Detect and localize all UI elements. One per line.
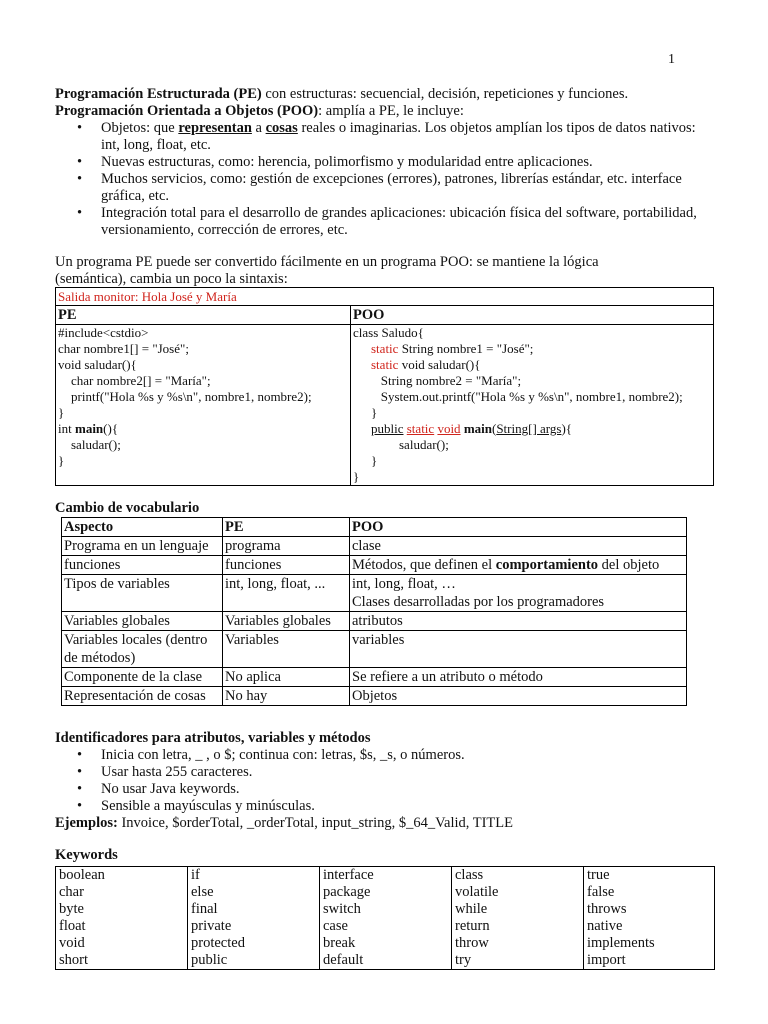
- keyword: throw: [455, 935, 489, 951]
- keyword: float: [59, 918, 86, 934]
- code-line: char nombre2[] = "María";: [58, 373, 211, 388]
- output-label: Salida monitor: Hola José y María: [56, 288, 714, 306]
- code-line: }: [353, 469, 360, 484]
- vocab-title: [55, 500, 199, 517]
- bold-text: comportamiento: [495, 557, 599, 573]
- identifiers-block: [55, 730, 715, 832]
- keyword-token: static: [371, 357, 399, 372]
- keyword-token: static: [406, 421, 435, 436]
- code-line: }: [371, 405, 378, 420]
- intro-pe-line: [55, 86, 715, 103]
- underlined-word: cosas: [265, 120, 298, 136]
- examples-label: Ejemplos:: [55, 815, 118, 831]
- convert-paragraph: Un programa PE puede ser convertido fácilmente en un programa POO: se mantiene la lógica (semántica), cambia un poco la sintaxis:: [55, 254, 599, 287]
- code-line: System.out.printf("Hola %s y %s\n", nombre1, nombre2);: [371, 389, 683, 404]
- poo-description: : amplía a PE, le incluye:: [318, 103, 464, 119]
- keyword: char: [59, 884, 84, 900]
- table-cell: [350, 556, 687, 575]
- keyword: void: [59, 935, 85, 951]
- code-token: int: [58, 421, 75, 436]
- table-row: [62, 612, 687, 631]
- code-line: #include<cstdio>: [58, 325, 149, 340]
- code-line: }: [58, 405, 65, 420]
- table-cell: Representación de cosas: [62, 687, 223, 706]
- identifiers-title: [55, 730, 715, 747]
- keywords-title: [55, 847, 118, 864]
- keyword: volatile: [455, 884, 499, 900]
- table-row: [62, 575, 687, 612]
- header-cell: [350, 518, 687, 537]
- keywords-box: [55, 866, 715, 970]
- code-token: (: [491, 421, 497, 436]
- pe-term: Programación Estructurada (PE): [55, 86, 262, 102]
- keyword: else: [191, 884, 214, 900]
- col-header-poo: [351, 306, 714, 325]
- keyword: private: [191, 918, 232, 934]
- keyword-column: [584, 867, 715, 969]
- code-line: void saludar(){: [58, 357, 137, 372]
- pe-code-cell: [56, 325, 351, 486]
- keyword: protected: [191, 935, 245, 951]
- code-line: String nombre2 = "María";: [371, 373, 522, 388]
- table-cell: funciones: [223, 556, 350, 575]
- poo-features-list: [55, 120, 715, 239]
- keyword: implements: [587, 935, 655, 951]
- keyword: true: [587, 867, 610, 883]
- keyword: native: [587, 918, 623, 934]
- poo-code-cell: [351, 325, 714, 486]
- table-cell: No hay: [223, 687, 350, 706]
- keyword: interface: [323, 867, 374, 883]
- code-comparison-table: [55, 287, 714, 486]
- table-row: [62, 537, 687, 556]
- section-title: Keywords: [55, 847, 118, 863]
- code-line: [353, 341, 711, 357]
- table-cell: atributos: [350, 612, 687, 631]
- table-header-row: [62, 518, 687, 537]
- code-token: main: [463, 421, 492, 436]
- code-line: saludar();: [58, 437, 121, 452]
- table-cell: funciones: [62, 556, 223, 575]
- text: int, long, float, …: [352, 576, 456, 592]
- keyword-column: [452, 867, 584, 969]
- table-cell: Componente de la clase: [62, 668, 223, 687]
- keyword: default: [323, 952, 364, 968]
- table-cell: [350, 575, 687, 612]
- keyword: byte: [59, 901, 84, 917]
- keyword: import: [587, 952, 626, 968]
- table-cell: int, long, float, ...: [223, 575, 350, 612]
- list-item: • No usar Java keywords.: [55, 781, 715, 798]
- header-text: POO: [353, 307, 385, 323]
- code-token: ){: [561, 421, 573, 436]
- table-cell: Programa en un lenguaje: [62, 537, 223, 556]
- table-row: [62, 631, 687, 668]
- text: reales o imaginarias. Los objetos amplían los tipos de datos nativos: int, long, float, etc.: [101, 120, 696, 153]
- header-text: POO: [352, 519, 384, 535]
- code-line: saludar();: [399, 437, 449, 452]
- page-number: 1: [668, 52, 675, 67]
- code-token: String nombre1 = "José";: [398, 341, 534, 356]
- keyword: package: [323, 884, 371, 900]
- keyword: short: [59, 952, 88, 968]
- table-cell: No aplica: [223, 668, 350, 687]
- keyword: return: [455, 918, 490, 934]
- code-token: void saludar(){: [398, 357, 481, 372]
- keyword-token: void: [437, 421, 461, 436]
- keyword: try: [455, 952, 472, 968]
- code-line: char nombre1[] = "José";: [58, 341, 189, 356]
- keyword: final: [191, 901, 218, 917]
- code-line: }: [371, 453, 378, 468]
- table-cell: Tipos de variables: [62, 575, 223, 612]
- poo-term: Programación Orientada a Objetos (POO): [55, 103, 319, 119]
- list-item: • Inicia con letra, _ , o $; continua con: letras, $s, _s, o números.: [55, 747, 715, 764]
- code-line: printf("Hola %s y %s\n", nombre1, nombre2);: [58, 389, 312, 404]
- code-line: [353, 421, 711, 437]
- keyword: break: [323, 935, 356, 951]
- list-item: [55, 120, 715, 154]
- table-cell: clase: [350, 537, 687, 556]
- col-header-pe: [56, 306, 351, 325]
- table-cell: Se refiere a un atributo o método: [350, 668, 687, 687]
- pe-description: con estructuras: secuencial, decisión, repeticiones y funciones.: [261, 86, 629, 102]
- header-cell: [223, 518, 350, 537]
- list-item: • Nuevas estructuras, como: herencia, polimorfismo y modularidad entre aplicaciones.: [55, 154, 715, 171]
- text: Objetos: que: [101, 120, 179, 136]
- keyword-column: [320, 867, 452, 969]
- table-row: [62, 556, 687, 575]
- code-line: [353, 357, 711, 373]
- keywords-table: [56, 867, 714, 969]
- text: Métodos, que definen el: [352, 557, 496, 573]
- code-line: }: [58, 453, 65, 468]
- intro-poo-line: [55, 103, 715, 120]
- keyword: public: [191, 952, 228, 968]
- keyword: switch: [323, 901, 361, 917]
- list-item: • Usar hasta 255 caracteres.: [55, 764, 715, 781]
- table-cell: programa: [223, 537, 350, 556]
- keyword-column: [56, 867, 188, 969]
- intro-block: [55, 86, 715, 239]
- table-row: [62, 687, 687, 706]
- text: Clases desarrolladas por los programadores: [352, 594, 605, 610]
- identifier-rules-list: [55, 747, 715, 815]
- keyword: throws: [587, 901, 627, 917]
- header-text: Aspecto: [64, 519, 114, 535]
- keyword: class: [455, 867, 484, 883]
- table-cell: Variables globales: [223, 612, 350, 631]
- section-title: Cambio de vocabulario: [55, 500, 200, 516]
- underlined-word: representan: [178, 120, 252, 136]
- examples-text: Invoice, $orderTotal, _orderTotal, input_string, $_64_Valid, TITLE: [117, 815, 513, 831]
- table-cell: Variables locales (dentro de métodos): [62, 631, 223, 668]
- keyword: if: [191, 867, 200, 883]
- keyword-column: [188, 867, 320, 969]
- keyword: while: [455, 901, 488, 917]
- text: del objeto: [598, 557, 660, 573]
- header-text: PE: [58, 307, 77, 323]
- vocabulary-table: [61, 517, 687, 706]
- list-item: • Integración total para el desarrollo de grandes aplicaciones: ubicación física del software, portabilidad, versionamiento, corrección de errores, etc.: [55, 205, 715, 239]
- code-line: [58, 421, 348, 437]
- code-token: public: [371, 421, 404, 436]
- table-cell: Objetos: [350, 687, 687, 706]
- code-token: main: [74, 421, 104, 436]
- keyword: false: [587, 884, 615, 900]
- list-item: • Muchos servicios, como: gestión de excepciones (errores), patrones, librerías estándar, etc. interface gráfica, etc.: [55, 171, 715, 205]
- code-line: class Saludo{: [353, 325, 424, 340]
- table-cell: variables: [350, 631, 687, 668]
- text: a: [251, 120, 266, 136]
- table-row: [62, 668, 687, 687]
- header-cell: [62, 518, 223, 537]
- table-cell: Variables globales: [62, 612, 223, 631]
- keyword: boolean: [59, 867, 105, 883]
- keyword: case: [323, 918, 348, 934]
- code-token: (){: [103, 421, 119, 436]
- section-title: Identificadores para atributos, variables y métodos: [55, 730, 371, 746]
- list-item: • Sensible a mayúsculas y minúsculas.: [55, 798, 715, 815]
- code-token: String[] args: [496, 421, 562, 436]
- examples-line: [55, 815, 715, 832]
- table-cell: Variables: [223, 631, 350, 668]
- header-text: PE: [225, 519, 244, 535]
- keyword-token: static: [371, 341, 399, 356]
